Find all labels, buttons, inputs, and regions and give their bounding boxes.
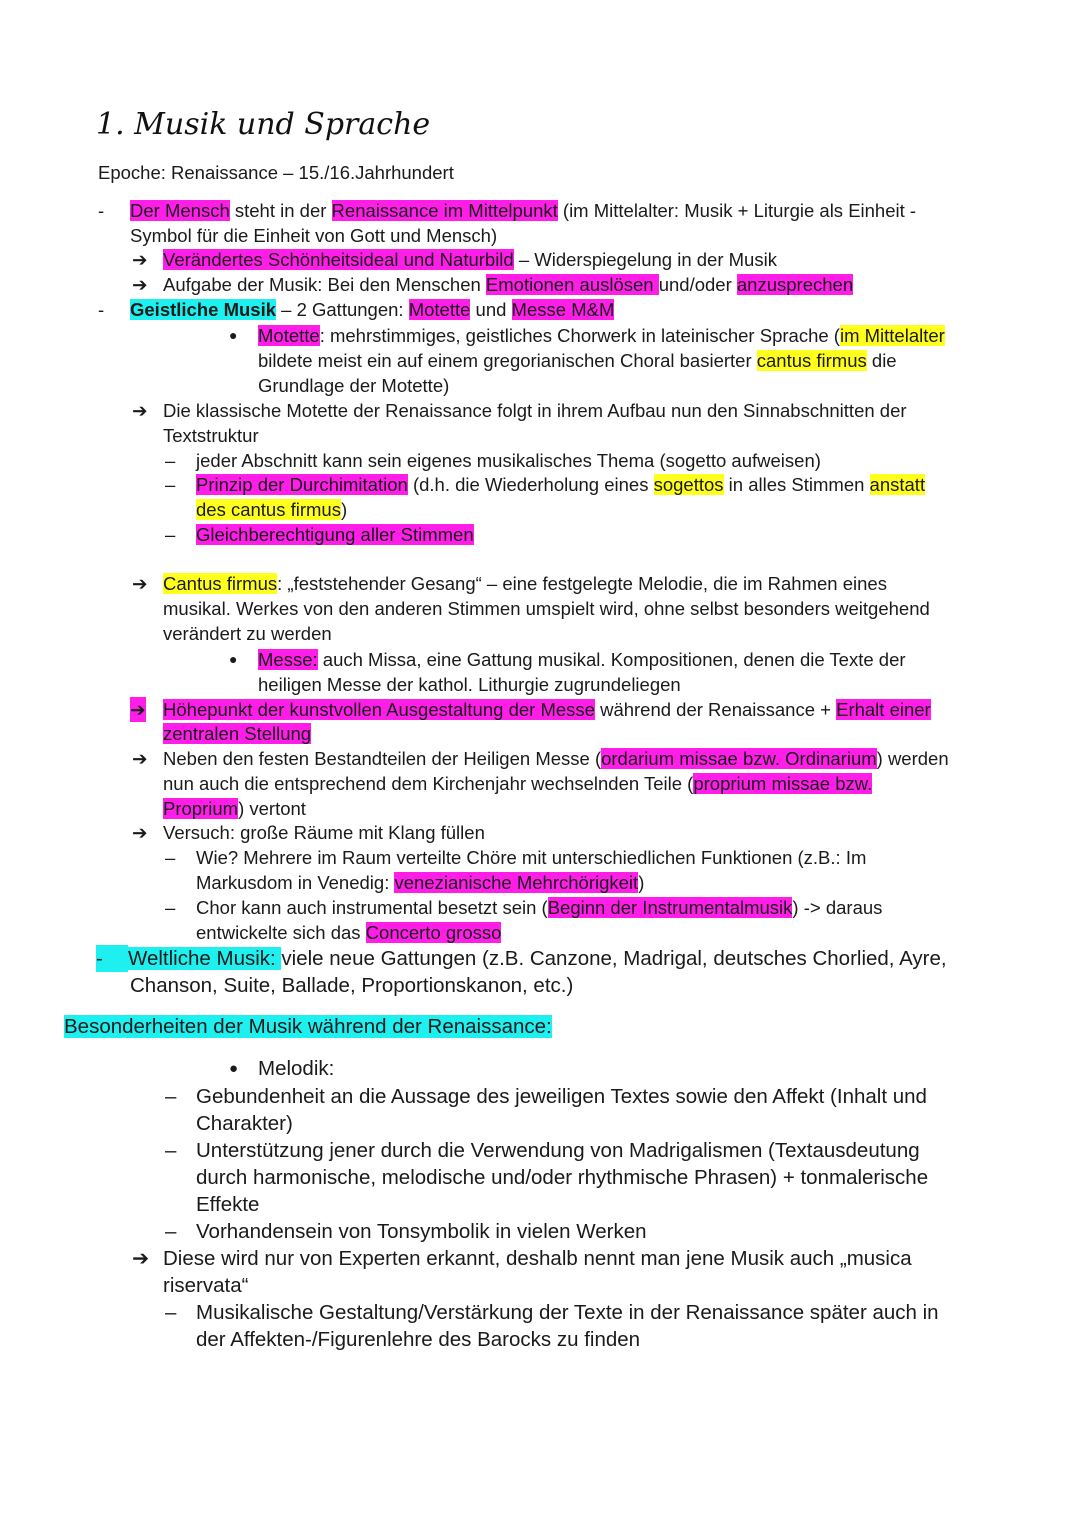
text-line: Markusdom in Venedig: venezianische Mehrchörigkeit) bbox=[196, 872, 645, 893]
dash-marker: – bbox=[165, 1220, 177, 1243]
text-line: verändert zu werden bbox=[163, 623, 332, 644]
bullet-icon: ● bbox=[229, 1060, 239, 1077]
text-line: Symbol für die Einheit von Gott und Mensch) bbox=[130, 225, 498, 246]
text-line: Neben den festen Bestandteilen der Heiligen Messe (ordarium missae bzw. Ordinarium) werden bbox=[163, 748, 949, 769]
section-heading: Weltliche Musik: viele neue Gattungen (z.B. Canzone, Madrigal, deutsches Chorlied, Ayre, bbox=[128, 947, 947, 970]
section-heading: Geistliche Musik – 2 Gattungen: Motette und Messe M&M bbox=[130, 299, 615, 320]
epoch-line: Epoche: Renaissance – 15./16.Jahrhundert bbox=[98, 162, 454, 183]
text-line: Chanson, Suite, Ballade, Proportionskanon, etc.) bbox=[130, 974, 574, 997]
text-line: Grundlage der Motette) bbox=[258, 375, 450, 396]
arrow-icon: ➔ bbox=[132, 400, 148, 421]
text-line: Höhepunkt der kunstvollen Ausgestaltung der Messe während der Renaissance + Erhalt einer bbox=[163, 699, 931, 720]
dash-marker: – bbox=[165, 474, 176, 495]
bullet-icon: ● bbox=[229, 327, 238, 343]
text-line: nun auch die entsprechend dem Kirchenjahr wechselnden Teile (proprium missae bzw. bbox=[163, 773, 873, 794]
arrow-icon: ➔ bbox=[130, 699, 146, 720]
arrow-icon: ➔ bbox=[132, 249, 148, 270]
text-line: des cantus firmus) bbox=[196, 499, 348, 520]
text-line: Musikalische Gestaltung/Verstärkung der Texte in der Renaissance später auch in bbox=[196, 1301, 939, 1324]
text-line: Gleichberechtigung aller Stimmen bbox=[196, 524, 474, 545]
page-title: 1. Musik und Sprache bbox=[96, 107, 431, 142]
text-line: Motette: mehrstimmiges, geistliches Chorwerk in lateinischer Sprache (im Mittelalter bbox=[258, 325, 945, 346]
text-line: Wie? Mehrere im Raum verteilte Chöre mit unterschiedlichen Funktionen (z.B.: Im bbox=[196, 847, 867, 868]
text-line: Der Mensch steht in der Renaissance im Mittelpunkt (im Mittelalter: Musik + Liturgie als Einheit - bbox=[130, 200, 917, 221]
bullet-icon: ● bbox=[229, 651, 238, 667]
text-line: jeder Abschnitt kann sein eigenes musikalisches Thema (sogetto aufweisen) bbox=[196, 450, 821, 471]
text-line: Prinzip der Durchimitation (d.h. die Wiederholung eines sogettos in alles Stimmen anstatt bbox=[196, 474, 926, 495]
text-line: Vorhandensein von Tonsymbolik in vielen Werken bbox=[196, 1220, 647, 1243]
arrow-icon: ➔ bbox=[132, 1247, 150, 1270]
text-line: bildete meist ein auf einem gregorianischen Choral basierter cantus firmus die bbox=[258, 350, 897, 371]
arrow-icon: ➔ bbox=[132, 822, 148, 843]
dash-marker: – bbox=[165, 450, 176, 471]
dash-marker: – bbox=[165, 847, 176, 868]
text-line: musikal. Werkes von den anderen Stimmen umspielt wird, ohne selbst besonders weitgehend bbox=[163, 598, 930, 619]
text-line: zentralen Stellung bbox=[163, 723, 312, 744]
section-heading: Besonderheiten der Musik während der Renaissance: bbox=[64, 1015, 552, 1038]
dash-marker: – bbox=[165, 1085, 177, 1108]
text-line: Versuch: große Räume mit Klang füllen bbox=[163, 822, 485, 843]
dash-marker: – bbox=[165, 1139, 177, 1162]
dash-marker: – bbox=[165, 524, 176, 545]
dash-marker: – bbox=[165, 897, 176, 918]
text-line: Messe: auch Missa, eine Gattung musikal. Kompositionen, denen die Texte der bbox=[258, 649, 906, 670]
dash-marker: - bbox=[98, 200, 105, 221]
text-line: riservata“ bbox=[163, 1274, 249, 1297]
text-line: Verändertes Schönheitsideal und Naturbild – Widerspiegelung in der Musik bbox=[163, 249, 777, 270]
dash-marker: - bbox=[98, 299, 105, 320]
text-line: Aufgabe der Musik: Bei den Menschen Emotionen auslösen und/oder anzusprechen bbox=[163, 274, 854, 295]
text-line: heiligen Messe der kathol. Lithurgie zugrundeliegen bbox=[258, 674, 681, 695]
arrow-icon: ➔ bbox=[132, 274, 148, 295]
text-line: Gebundenheit an die Aussage des jeweiligen Textes sowie den Affekt (Inhalt und bbox=[196, 1085, 927, 1108]
text-line: Diese wird nur von Experten erkannt, deshalb nennt man jene Musik auch „musica bbox=[163, 1247, 912, 1270]
text-line: Die klassische Motette der Renaissance folgt in ihrem Aufbau nun den Sinnabschnitten der bbox=[163, 400, 907, 421]
text-line: Proprium) vertont bbox=[163, 798, 306, 819]
text-line: der Affekten-/Figurenlehre des Barocks zu finden bbox=[196, 1328, 641, 1351]
text-line: Melodik: bbox=[258, 1057, 335, 1080]
text-line: Unterstützung jener durch die Verwendung von Madrigalismen (Textausdeutung bbox=[196, 1139, 920, 1162]
text-line: Chor kann auch instrumental besetzt sein (Beginn der Instrumentalmusik) -> daraus bbox=[196, 897, 883, 918]
text-line: durch harmonische, melodische und/oder rhythmische Phrasen) + tonmalerische bbox=[196, 1166, 929, 1189]
text-line: Effekte bbox=[196, 1193, 260, 1216]
text-line: Cantus firmus: „feststehender Gesang“ – eine festgelegte Melodie, die im Rahmen eines bbox=[163, 573, 887, 594]
dash-marker: – bbox=[165, 1301, 177, 1324]
dash-marker: - bbox=[96, 945, 128, 972]
arrow-icon: ➔ bbox=[132, 573, 148, 594]
text-line: Charakter) bbox=[196, 1112, 293, 1135]
text-line: Textstruktur bbox=[163, 425, 259, 446]
text-line: entwickelte sich das Concerto grosso bbox=[196, 922, 502, 943]
arrow-icon: ➔ bbox=[132, 748, 148, 769]
